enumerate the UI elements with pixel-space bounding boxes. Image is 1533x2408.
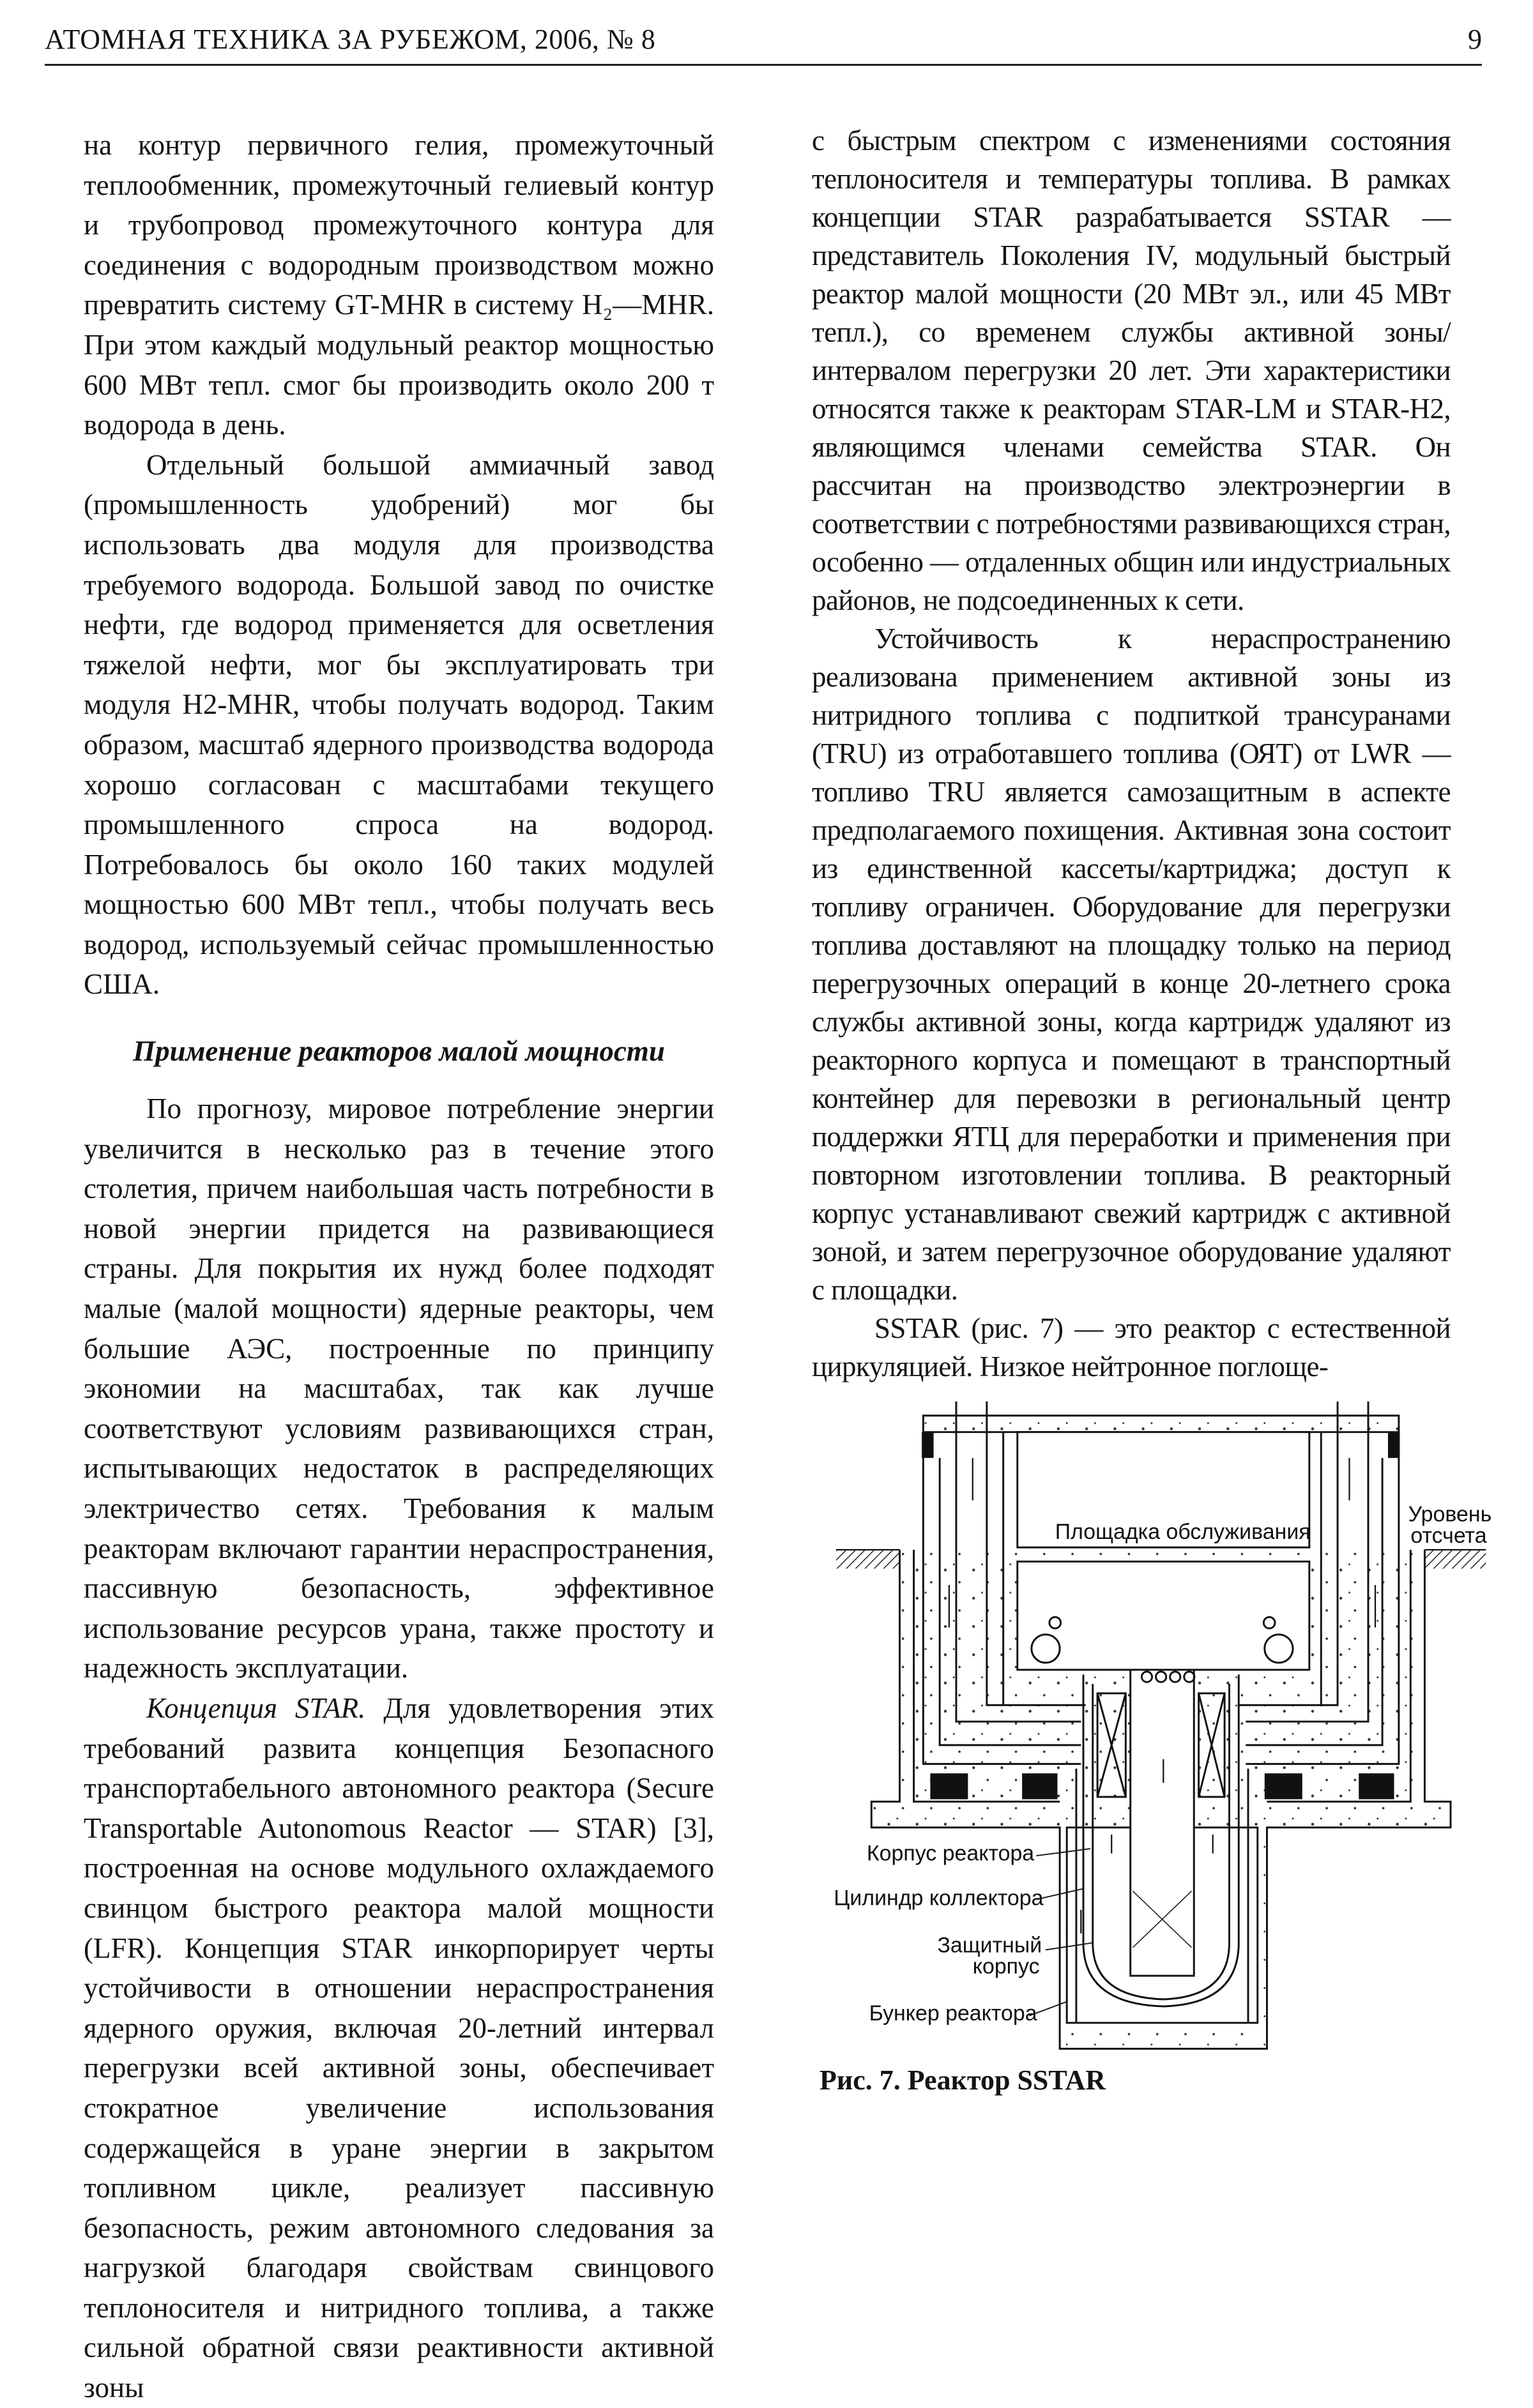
journal-title: АТОМНАЯ ТЕХНИКА ЗА РУБЕЖОМ, 2006, № 8 xyxy=(45,24,656,55)
figure-caption: Рис. 7. Реактор SSTAR xyxy=(820,2064,1106,2096)
paragraph: SSTAR (рис. 7) — это реактор с естественной циркуляцией. Низкое нейтронное поглоще- xyxy=(812,1312,1451,1382)
paragraph: на контур первичного гелия, промежуточный теплообменник, промежуточный гелиевый контур и трубопровод промежуточного контура для соединения с водородным производством можно превратить систему GT-MHR в систему H₂—MHR. При этом каждый модульный реактор мощностью 600 МВт тепл. смог бы производить около 200 т водорода в день. xyxy=(84,129,714,441)
label-guard-vessel: Защитный xyxy=(937,1933,1042,1958)
left-column xyxy=(84,125,714,2408)
running-header xyxy=(45,19,1482,66)
label-reactor-vessel: Корпус реактора xyxy=(866,1841,1035,1866)
label-service-platform: Площадка обслуживания xyxy=(1055,1520,1311,1545)
label-reactor-silo: Бункер реактора xyxy=(869,2001,1037,2026)
label-reference-level: Уровень xyxy=(1408,1502,1492,1527)
paragraph: с быстрым спектром с изменениями состояния теплоносителя и температуры топлива. В рамках концепции STAR разрабатывается SSTAR — представитель Поколения IV, модульный быстрый реактор малой мощности (20 МВт эл., или 45 МВт тепл.), со временем службы активной зоны/интервалом перегрузки 20 лет. Эти характеристики относятся также к реакторам STAR-LM и STAR-H2, являющимся членами семейства STAR. Он рассчитан на производство электроэнергии в соответствии с потребностями развивающихся стран, особенно — отдаленных общин или индустриальных районов, не подсоединенных к сети. xyxy=(812,125,1451,616)
paragraph: Отдельный большой аммиачный завод (промышленность удобрений) мог бы использовать два модуля для производства требуемого водорода. Большой завод по очистке нефти, где водород применяется для осветления тяжелой нефти, мог бы эксплуатировать три модуля H2-MHR, чтобы получать водород. Таким образом, масштаб ядерного производства водорода хорошо согласован с масштабами текущего промышленного спроса на водород. Потребовалось бы около 160 таких модулей мощностью 600 МВт тепл., чтобы получать весь водород, используемый сейчас промышленностью США. xyxy=(84,448,714,1001)
paragraph-lead: Концепция STAR. xyxy=(146,1692,366,1724)
sstar-reactor-diagram xyxy=(798,1392,1533,2082)
paragraph xyxy=(84,1688,714,2408)
section-heading: Применение реакторов малой мощности xyxy=(133,1035,665,1068)
label-guard-vessel: корпус xyxy=(972,1954,1040,1979)
paragraph: По прогнозу, мировое потребление энергии увеличится в несколько раз в течение этого столетия, причем наибольшая часть потребности в новой энергии придется на развивающиеся страны. Для покрытия их нужд более подходят малые (малой мощности) ядерные реакторы, чем большие АЭС, построенные по принципу экономии на масштабах, так как лучше соответствуют условиям развивающихся стран, испытывающих недостаток в распределяющих электричество сетях. Требования к малым реакторам включают гарантии нераспространения, пассивную безопасность, эффективное использование ресурсов урана, также простоту и надежность эксплуатации. xyxy=(84,1093,714,1685)
page-number: 9 xyxy=(1468,24,1482,55)
label-reference-level: отсчета xyxy=(1410,1523,1487,1548)
right-column xyxy=(812,121,1451,1386)
paragraph-body: Для удовлетворения этих требований развита концепция Безопасного транспортабельного автономного реактора (Secure Transportable Autonomous Reactor — STAR) [3], построенная на основе модульного охлаждаемого свинцом быстрого реактора малой мощности (LFR). Концепция STAR инкорпорирует черты устойчивости в отношении нераспространения ядерного оружия, включая 20-летний интервал перегрузки всей активной зоны, обеспечивает стократное увеличение использования содержащейся в уране энергии в закрытом топливном цикле, реализует пассивную безопасность, режим автономного следования за нагрузкой благодаря свойствам свинцового теплоносителя и нитридного топлива, а также сильной обратной связи реактивности активной зоны xyxy=(84,1692,714,2404)
label-collector-cylinder: Цилиндр коллектора xyxy=(834,1886,1044,1911)
paragraph: Устойчивость к нераспространению реализована применением активной зоны из нитридного топлива с подпиткой трансуранами (TRU) из отработавшего топлива (ОЯТ) от LWR — топливо TRU является самозащитным в аспекте предполагаемого похищения. Активная зона состоит из единственной кассеты/картриджа; доступ к топливу ограничен. Оборудование для перегрузки топлива доставляют на площадку только на период перегрузочных операций в конце 20-летнего срока службы активной зоны, когда картридж удаляют из реакторного корпуса и помещают в транспортный контейнер для перевозки в региональный центр поддержки ЯТЦ для переработки и применения при повторном изготовлении топлива. В реакторный корпус устанавливают свежий картридж с активной зоной, и затем перегрузочное оборудование удаляют с площадки. xyxy=(812,623,1451,1306)
